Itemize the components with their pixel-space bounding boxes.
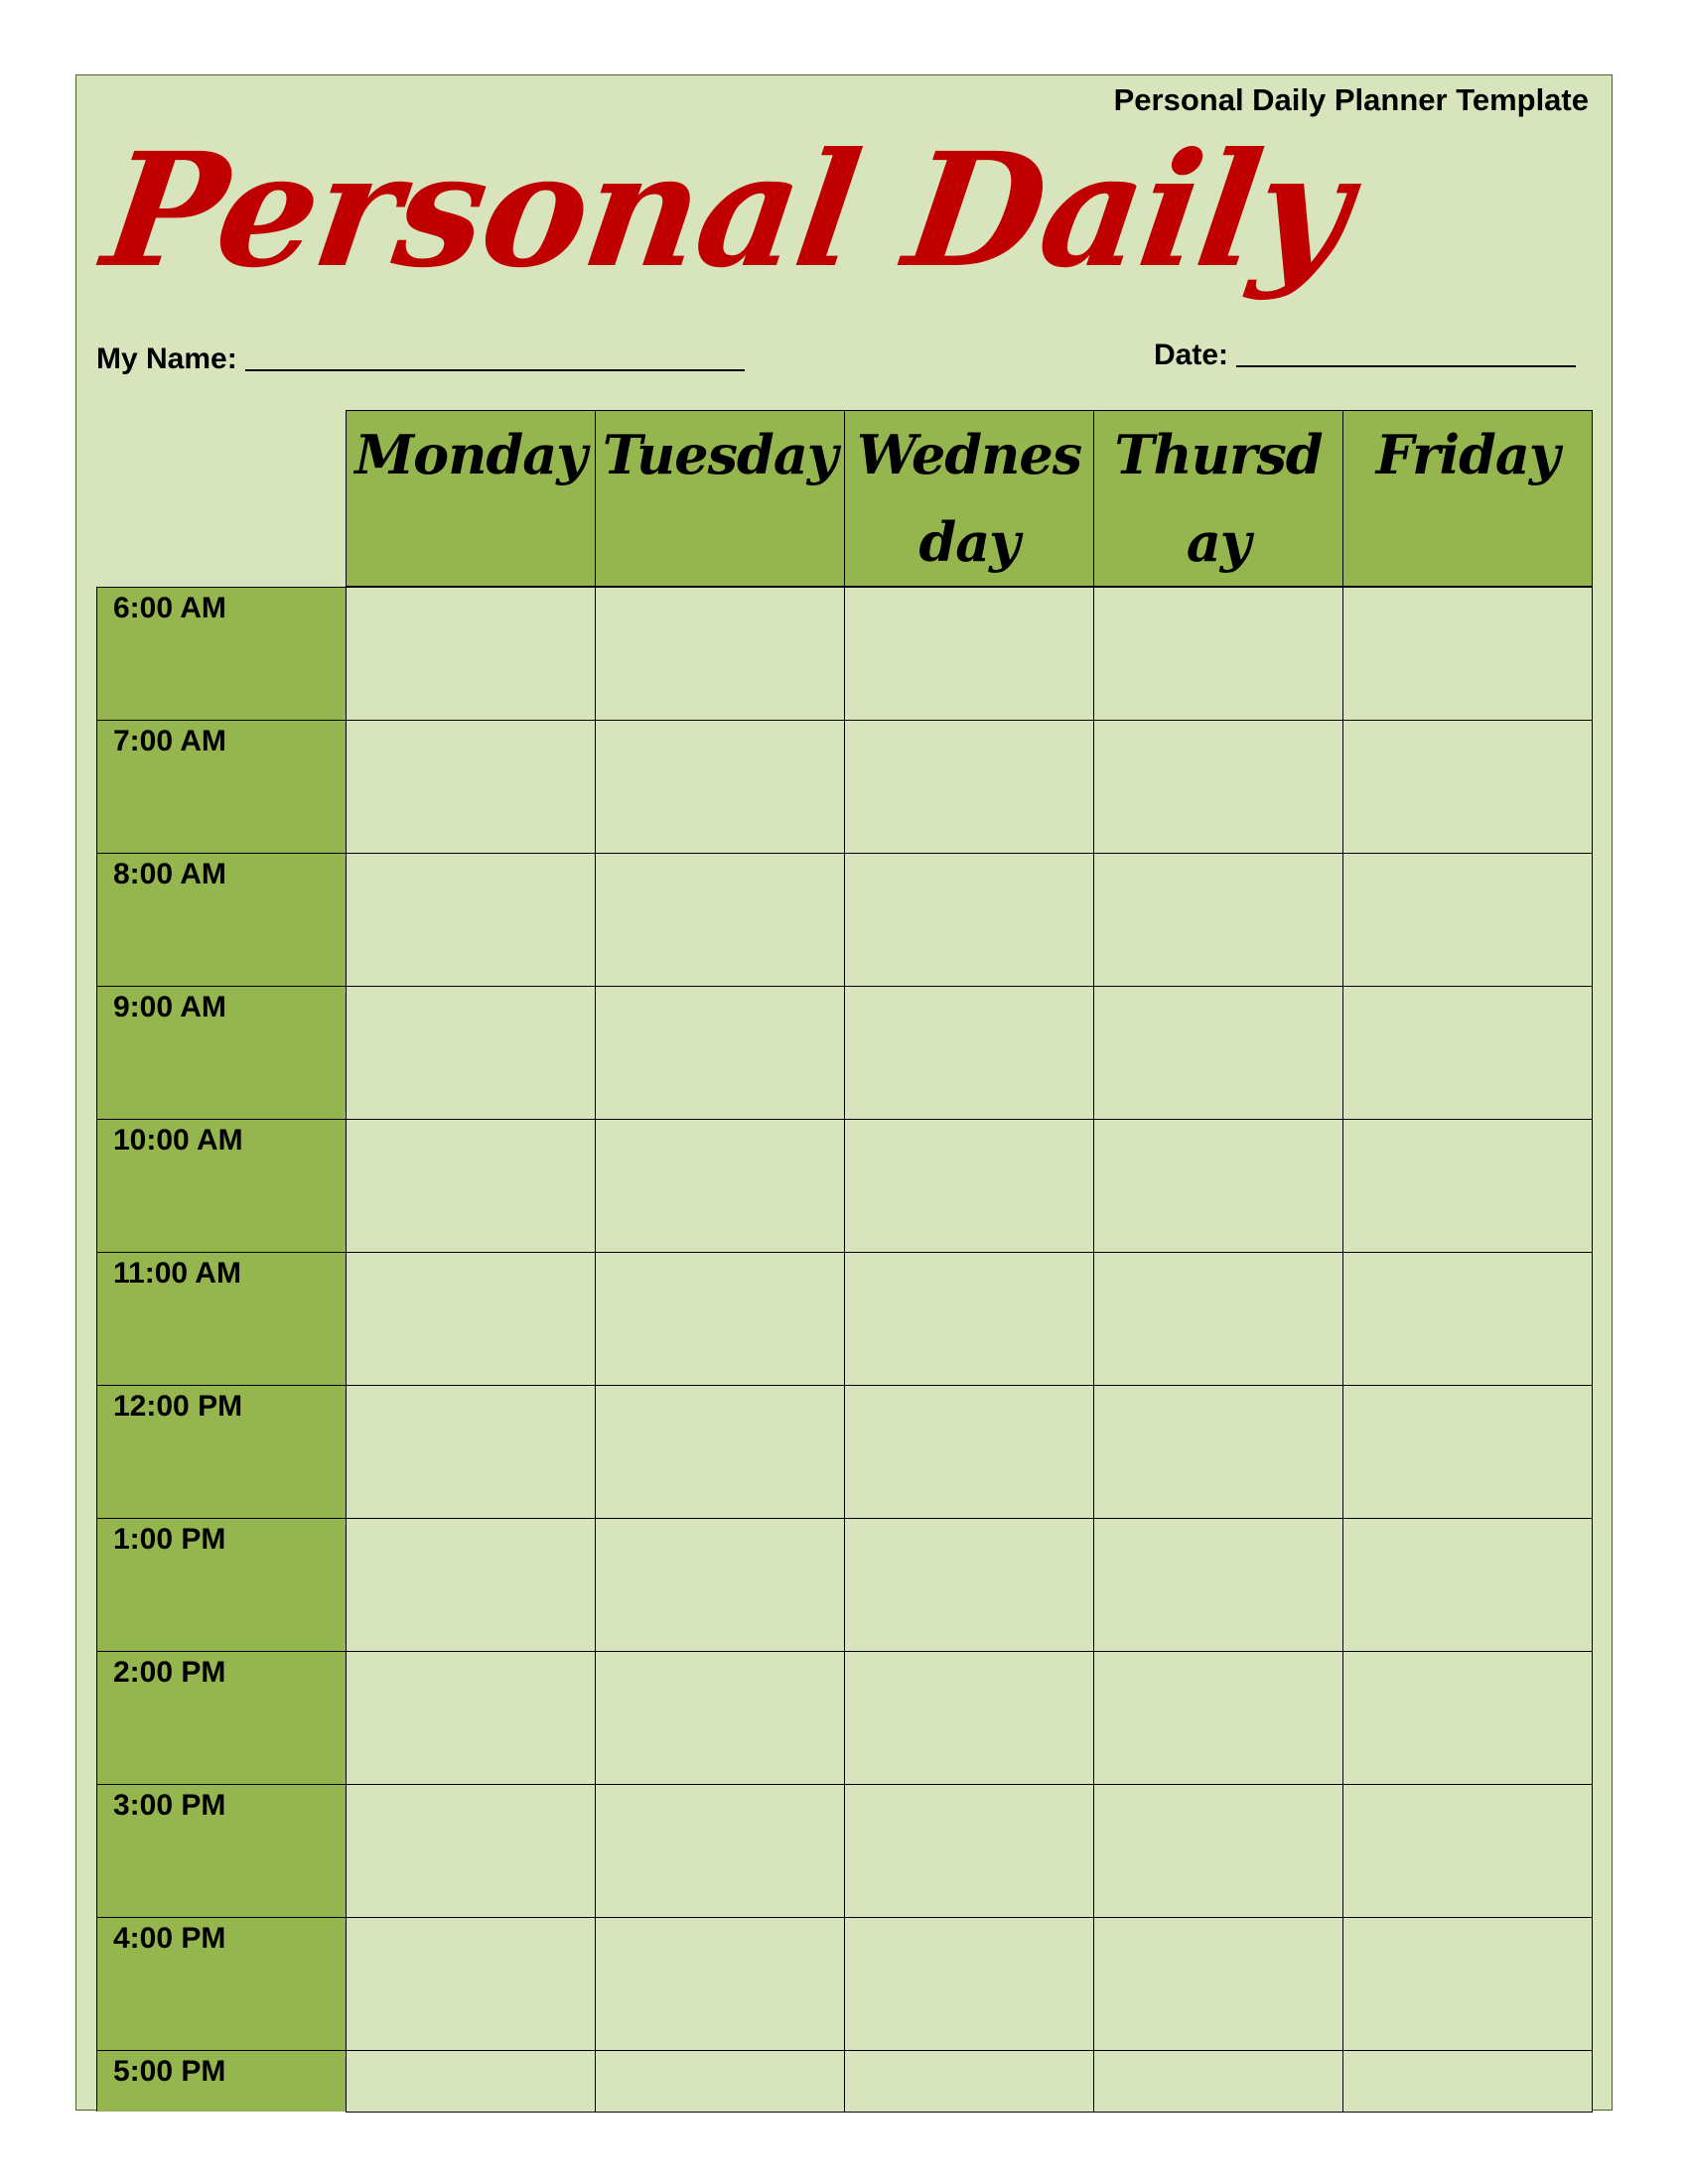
schedule-slot[interactable]	[844, 720, 1094, 854]
schedule-slot[interactable]	[1342, 1252, 1593, 1386]
schedule-slot[interactable]	[1342, 986, 1593, 1120]
schedule-slot[interactable]	[1093, 2050, 1343, 2113]
schedule-slot[interactable]	[346, 986, 596, 1120]
schedule-slot[interactable]	[1093, 986, 1343, 1120]
day-header-friday: Friday	[1342, 410, 1593, 587]
schedule-slot[interactable]	[595, 853, 845, 987]
schedule-slot[interactable]	[844, 986, 1094, 1120]
schedule-slot[interactable]	[1093, 1252, 1343, 1386]
time-label: 9:00 AM	[96, 986, 346, 1119]
schedule-slot[interactable]	[595, 1518, 845, 1652]
template-header-title: Personal Daily Planner Template	[1113, 82, 1589, 117]
schedule-slot[interactable]	[1342, 1917, 1593, 2051]
schedule-slot[interactable]	[844, 1917, 1094, 2051]
time-label: 11:00 AM	[96, 1252, 346, 1385]
schedule-slot[interactable]	[844, 1252, 1094, 1386]
day-header-wednesday: Wednesday	[844, 410, 1094, 587]
time-label: 5:00 PM	[96, 2050, 346, 2112]
time-label: 1:00 PM	[96, 1518, 346, 1651]
schedule-slot[interactable]	[1342, 1784, 1593, 1918]
schedule-slot[interactable]	[844, 1518, 1094, 1652]
schedule-slot[interactable]	[1093, 1518, 1343, 1652]
name-input-line[interactable]	[245, 343, 745, 371]
schedule-slot[interactable]	[1342, 1651, 1593, 1785]
time-label: 6:00 AM	[96, 587, 346, 720]
schedule-slot[interactable]	[1342, 720, 1593, 854]
schedule-slot[interactable]	[346, 1518, 596, 1652]
time-label: 2:00 PM	[96, 1651, 346, 1784]
schedule-slot[interactable]	[346, 2050, 596, 2113]
schedule-slot[interactable]	[1342, 1385, 1593, 1519]
schedule-slot[interactable]	[346, 1784, 596, 1918]
schedule-slot[interactable]	[1342, 1518, 1593, 1652]
schedule-slot[interactable]	[844, 587, 1094, 721]
schedule-slot[interactable]	[346, 587, 596, 721]
schedule-slot[interactable]	[346, 1119, 596, 1253]
schedule-slot[interactable]	[346, 1917, 596, 2051]
schedule-slot[interactable]	[346, 1252, 596, 1386]
schedule-slot[interactable]	[844, 1385, 1094, 1519]
day-header-monday: Monday	[346, 410, 596, 587]
schedule-slot[interactable]	[595, 1385, 845, 1519]
time-label: 10:00 AM	[96, 1119, 346, 1252]
planner-page	[75, 74, 1613, 2111]
schedule-slot[interactable]	[346, 1651, 596, 1785]
schedule-slot[interactable]	[346, 720, 596, 854]
schedule-slot[interactable]	[1093, 853, 1343, 987]
schedule-slot[interactable]	[1093, 587, 1343, 721]
day-header-tuesday: Tuesday	[595, 410, 845, 587]
time-label: 3:00 PM	[96, 1784, 346, 1917]
schedule-slot[interactable]	[844, 2050, 1094, 2113]
time-label: 4:00 PM	[96, 1917, 346, 2050]
schedule-slot[interactable]	[595, 2050, 845, 2113]
time-label: 12:00 PM	[96, 1385, 346, 1518]
time-label: 7:00 AM	[96, 720, 346, 853]
schedule-slot[interactable]	[844, 1119, 1094, 1253]
schedule-slot[interactable]	[346, 853, 596, 987]
schedule-slot[interactable]	[595, 1917, 845, 2051]
schedule-slot[interactable]	[595, 1651, 845, 1785]
schedule-slot[interactable]	[1342, 587, 1593, 721]
schedule-slot[interactable]	[1093, 1917, 1343, 2051]
schedule-slot[interactable]	[1093, 1651, 1343, 1785]
date-label: Date:	[1154, 339, 1229, 371]
date-field	[1154, 339, 1576, 372]
time-label: 8:00 AM	[96, 853, 346, 986]
schedule-slot[interactable]	[595, 720, 845, 854]
name-label: My Name:	[96, 342, 237, 375]
schedule-slot[interactable]	[1342, 1119, 1593, 1253]
date-input-line[interactable]	[1236, 340, 1576, 367]
day-header-thursday: Thursday	[1093, 410, 1343, 587]
schedule-slot[interactable]	[1093, 720, 1343, 854]
schedule-slot[interactable]	[844, 1651, 1094, 1785]
schedule-slot[interactable]	[1093, 1784, 1343, 1918]
schedule-slot[interactable]	[1093, 1385, 1343, 1519]
page-title: Personal Daily	[94, 119, 1360, 303]
schedule-slot[interactable]	[595, 1784, 845, 1918]
schedule-slot[interactable]	[1342, 2050, 1593, 2113]
schedule-slot[interactable]	[595, 587, 845, 721]
schedule-slot[interactable]	[595, 986, 845, 1120]
name-field	[96, 342, 745, 376]
schedule-slot[interactable]	[1093, 1119, 1343, 1253]
schedule-slot[interactable]	[844, 853, 1094, 987]
schedule-slot[interactable]	[1342, 853, 1593, 987]
schedule-slot[interactable]	[844, 1784, 1094, 1918]
schedule-slot[interactable]	[595, 1119, 845, 1253]
schedule-slot[interactable]	[346, 1385, 596, 1519]
schedule-slot[interactable]	[595, 1252, 845, 1386]
